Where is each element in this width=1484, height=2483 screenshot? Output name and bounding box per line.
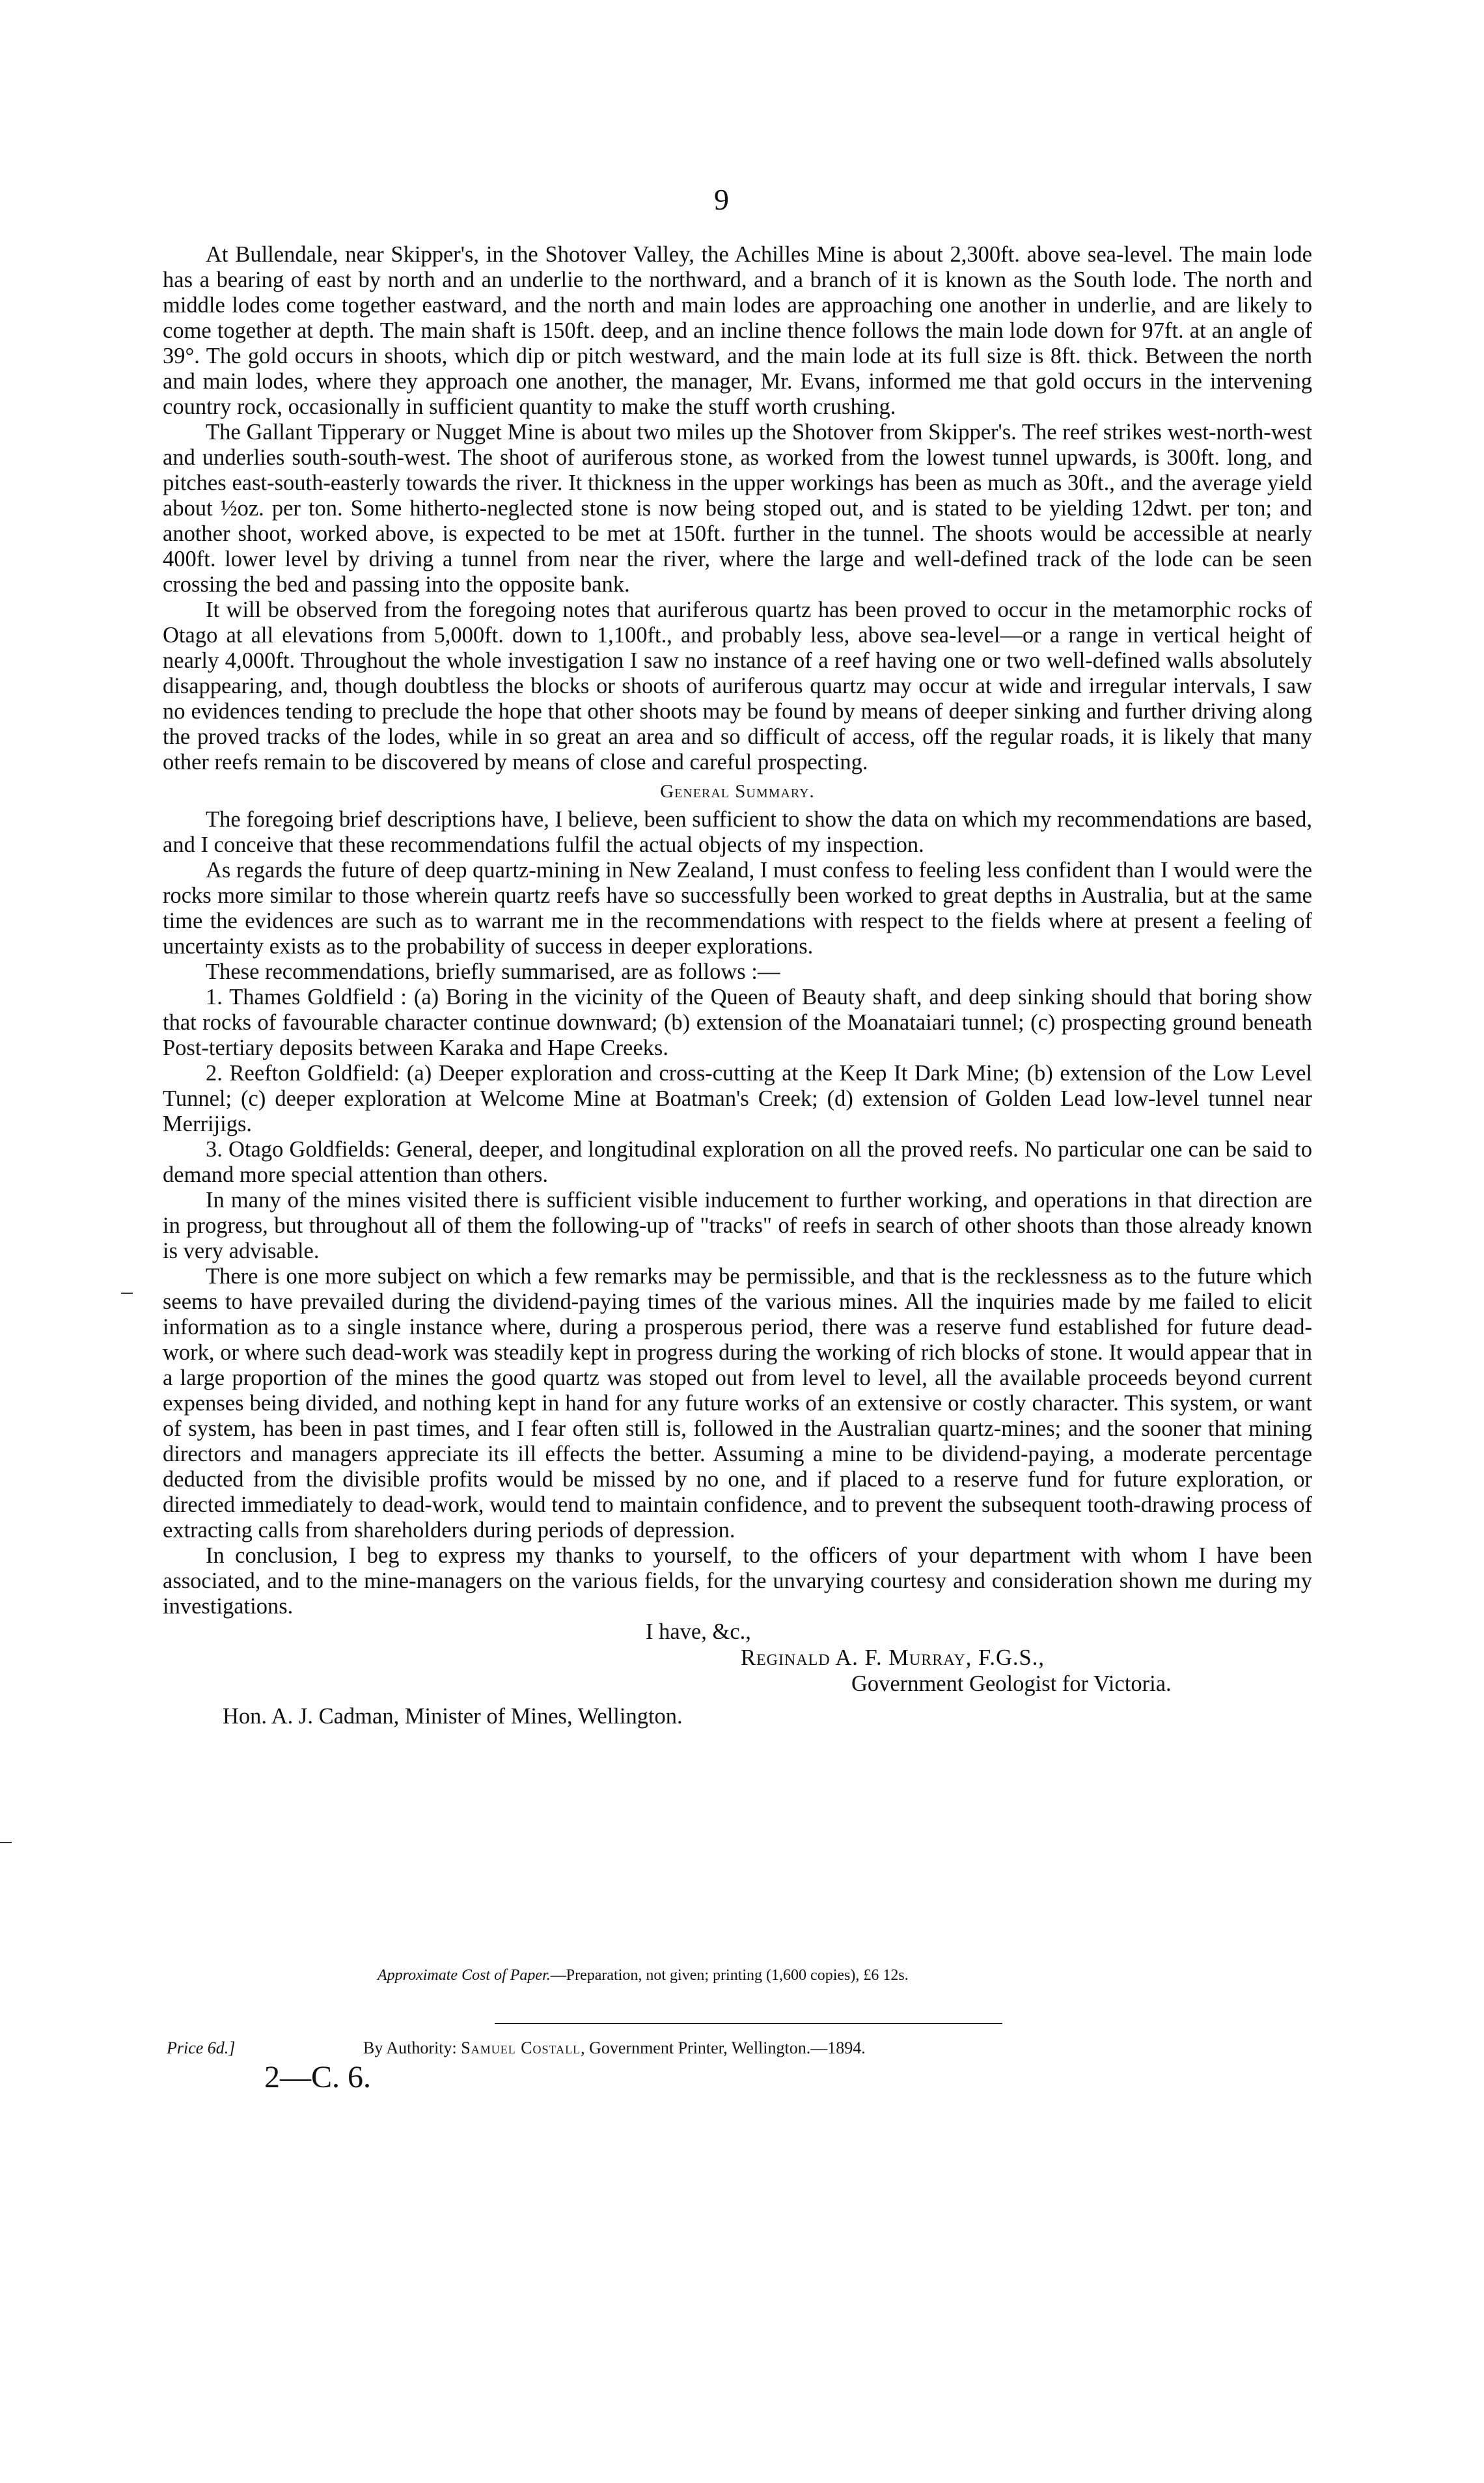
- summary-paragraph: The foregoing brief descriptions have, I believe, been sufficient to show the data on which my recommendations are based, and I conceive that these recommendations fulfil the actual objects of my inspection.: [163, 807, 1312, 857]
- printer-authority: [363, 2038, 866, 2058]
- margin-mark: [0, 1842, 12, 1843]
- authority-suffix: , Government Printer, Wellington.—1894.: [581, 2038, 866, 2057]
- summary-paragraph: These recommendations, briefly summarised, are as follows :—: [206, 959, 780, 984]
- paragraph-auriferous-quartz: It will be observed from the foregoing notes that auriferous quartz has been proved to occur in the metamorphic rocks of Otago at all elevations from 5,000ft. down to 1,100ft., and probably less, above sea-level—or a range in vertical height of nearly 4,000ft. Throughout the whole investigation I saw no instance of a reef having one or two well-defined walls absolutely disappearing, and, though doubtless the blocks or shoots of auriferous quartz may occur at wide and irregular intervals, I saw no evidences tending to preclude the hope that other shoots may be found by means of deeper sinking and further driving along the proved tracks of the lodes, while in so great an area and so difficult of access, off the regular roads, it is likely that many other reefs remain to be discovered by means of close and careful prospecting.: [163, 597, 1312, 775]
- signatory-title: Government Geologist for Victoria.: [851, 1671, 1172, 1696]
- document-reference: 2—C. 6.: [264, 2060, 372, 2094]
- authority-prefix: By Authority:: [363, 2038, 461, 2057]
- general-summary-heading: General Summary.: [660, 781, 815, 802]
- cost-note: [378, 1967, 909, 1984]
- printer-name: Samuel Costall: [461, 2038, 581, 2057]
- summary-paragraph: In many of the mines visited there is sufficient visible inducement to further working, and operations in that direction are in progress, but throughout all of them the following-up of "tracks" of reefs in search of other shoots than those already known is very advisable.: [163, 1188, 1312, 1263]
- footer-rule: [495, 2023, 1002, 2024]
- summary-paragraph: There is one more subject on which a few remarks may be permissible, and that is the recklessness as to the future which seems to have prevailed during the dividend-paying times of the various mines. All the inquiries made by me failed to elicit information as to a single instance where, during a prosperous period, there was a reserve fund established for future dead-work, or where such dead-work was steadily kept in progress during the working of rich blocks of stone. It would appear that in a large proportion of the mines the good quartz was stoped out from level to level, all the available proceeds beyond current expenses being divided, and nothing kept in hand for any future works of an extensive or costly character. This system, or want of system, has been in past times, and I fear often still is, followed in the Australian quartz-mines; and the sooner that mining directors and managers appreciate its ill effects the better. Assuming a mine to be dividend-paying, a moderate percentage deducted from the divisible profits would be missed by no one, and if placed to a reserve fund for future exploration, or directed immediately to dead-work, would tend to maintain confidence, and to prevent the subsequent tooth-drawing process of extracting calls from shareholders during periods of depression.: [163, 1264, 1312, 1543]
- cost-text: —Preparation, not given; printing (1,600 copies), £6 12s.: [550, 1967, 909, 1984]
- salutation: I have, &c.,: [646, 1619, 751, 1644]
- page-number: 9: [714, 183, 729, 216]
- recommendation-thames: 1. Thames Goldfield : (a) Boring in the vicinity of the Queen of Beauty shaft, and deep sinking should that boring show that rocks of favourable character continue downward; (b) extension of the Moanataiari tunnel; (c) prospecting ground beneath Post-tertiary deposits between Karaka and Hape Creeks.: [163, 985, 1312, 1060]
- conclusion-paragraph: In conclusion, I beg to express my thanks to yourself, to the officers of your department with whom I have been associated, and to the mine-managers on the various fields, for the unvarying courtesy and consideration shown me during my investigations.: [163, 1543, 1312, 1619]
- margin-mark: [121, 1293, 133, 1294]
- price: Price 6d.]: [167, 2038, 236, 2057]
- summary-paragraph: As regards the future of deep quartz-mining in New Zealand, I must confess to feeling less confident than I would were the rocks more similar to those wherein quartz reefs have so successfully been worked to great depths in Australia, but at the same time the evidences are such as to warrant me in the recommendations with respect to the fields where at present a feeling of uncertainty exists as to the probability of success in deeper explorations.: [163, 858, 1312, 959]
- letter-closing: [163, 1619, 1312, 1749]
- paragraph-gallant-tipperary: The Gallant Tipperary or Nugget Mine is about two miles up the Shotover from Skipper's. The reef strikes west-north-west and underlies south-south-west. The shoot of auriferous stone, as worked from the lowest tunnel upwards, is 300ft. long, and pitches east-south-easterly towards the river. It thickness in the upper workings has been as much as 30ft., and the average yield about ½oz. per ton. Some hitherto-neglected stone is now being stoped out, and is stated to be yielding 12dwt. per ton; and another shoot, worked above, is expected to be met at 150ft. further in the tunnel. The shoots would be accessible at nearly 400ft. lower level by driving a tunnel from near the river, where the large and well-defined track of the lode can be seen crossing the bed and passing into the opposite bank.: [163, 420, 1312, 597]
- signatory-name: Reginald A. F. Murray, F.G.S.,: [741, 1645, 1045, 1670]
- paragraph-achilles-mine: At Bullendale, near Skipper's, in the Shotover Valley, the Achilles Mine is about 2,300ft. above sea-level. The main lode has a bearing of east by north and an underlie to the northward, and a branch of it is known as the South lode. The north and middle lodes come together eastward, and the north and main lodes are approaching one another in underlie, and are likely to come together at depth. The main shaft is 150ft. deep, and an incline thence follows the main lode down for 97ft. at an angle of 39°. The gold occurs in shoots, which dip or pitch westward, and the main lode at its full size is 8ft. thick. Between the north and main lodes, where they approach one another, the manager, Mr. Evans, informed me that gold occurs in the intervening country rock, occasionally in sufficient quantity to make the stuff worth crushing.: [163, 242, 1312, 419]
- cost-label: Approximate Cost of Paper.: [378, 1967, 551, 1984]
- recommendation-reefton: 2. Reefton Goldfield: (a) Deeper exploration and cross-cutting at the Keep It Dark Mine; (b) extension of the Low Level Tunnel; (c) deeper exploration at Welcome Mine at Boatman's Creek; (d) extension of Golden Lead low-level tunnel near Merrijigs.: [163, 1061, 1312, 1136]
- recommendation-otago: 3. Otago Goldfields: General, deeper, and longitudinal exploration on all the proved reefs. No particular one can be said to demand more special attention than others.: [163, 1137, 1312, 1187]
- report-body: [163, 242, 1312, 1749]
- addressee: Hon. A. J. Cadman, Minister of Mines, Wellington.: [223, 1704, 683, 1729]
